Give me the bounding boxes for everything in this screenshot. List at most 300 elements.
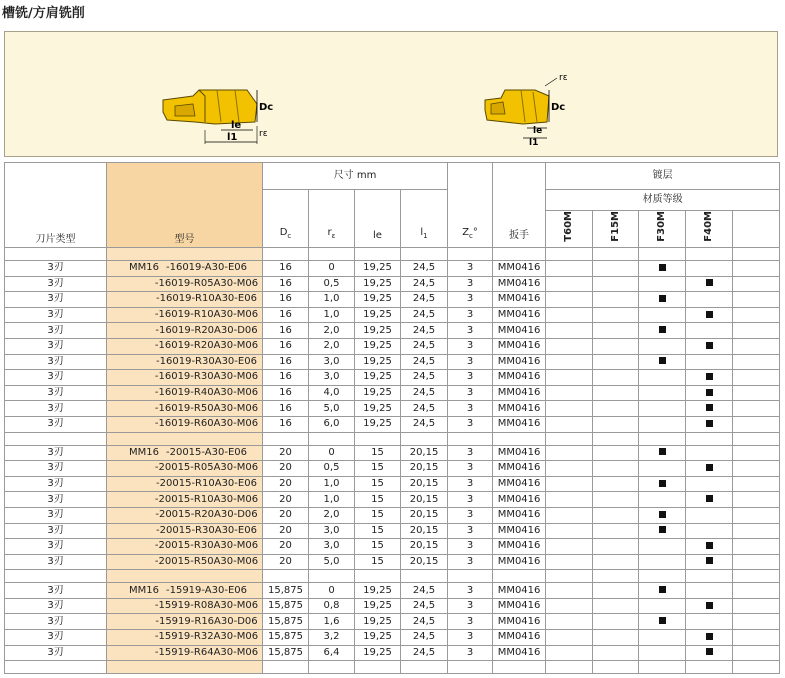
zc-cell: 3 [448, 554, 493, 570]
model-prefix: MM16 [128, 262, 159, 274]
grade-cell [593, 461, 639, 477]
insert-type-cell: 3刃 [5, 492, 107, 508]
le-cell: 19,25 [355, 338, 401, 354]
grade-cell [686, 507, 733, 523]
table-row [5, 401, 780, 417]
table-row [5, 492, 780, 508]
wrench-cell: MM0416 [493, 583, 546, 599]
dc-cell: 16 [263, 401, 309, 417]
l1-cell: 24,5 [401, 416, 448, 432]
zc-cell: 3 [448, 292, 493, 308]
model-cell [107, 354, 263, 370]
wrench-cell: MM0416 [493, 598, 546, 614]
model-cell [107, 476, 263, 492]
insert-type-cell: 3刃 [5, 276, 107, 292]
grade-cell [639, 583, 686, 599]
zc-cell: 3 [448, 630, 493, 646]
table-row [5, 554, 780, 570]
grade-cell [639, 307, 686, 323]
le-cell: 19,25 [355, 583, 401, 599]
re-cell: 5,0 [309, 401, 355, 417]
l1-cell: 24,5 [401, 307, 448, 323]
l1-cell: 24,5 [401, 630, 448, 646]
insert-type-cell: 3刃 [5, 401, 107, 417]
table-row [5, 307, 780, 323]
grade-cell [546, 354, 593, 370]
grade-cell [686, 554, 733, 570]
grade-cell [639, 370, 686, 386]
available-marker-icon [706, 542, 713, 549]
re-cell: 3,0 [309, 523, 355, 539]
grade-cell [639, 554, 686, 570]
le-cell: 15 [355, 554, 401, 570]
table-row [5, 323, 780, 339]
grade-cell [546, 554, 593, 570]
grade-cell [546, 598, 593, 614]
insert-type-cell: 3刃 [5, 598, 107, 614]
model-cell [107, 445, 263, 461]
insert-type-cell: 3刃 [5, 554, 107, 570]
grade-cell [639, 292, 686, 308]
grade-cell [733, 401, 780, 417]
model-cell [107, 492, 263, 508]
grade-cell [639, 461, 686, 477]
wrench-cell: MM0416 [493, 338, 546, 354]
zc-cell: 3 [448, 476, 493, 492]
available-marker-icon [706, 311, 713, 318]
grade-cell [593, 583, 639, 599]
grade-cell [733, 598, 780, 614]
grade-cell [593, 261, 639, 277]
available-marker-icon [706, 373, 713, 380]
table-row [5, 261, 780, 277]
grade-cell [639, 492, 686, 508]
grade-cell [733, 338, 780, 354]
re-cell: 1,6 [309, 614, 355, 630]
header-zc: $Z_c^\circ$ [448, 163, 493, 248]
header-grade-t60m: T60M [546, 211, 593, 248]
le-cell: 15 [355, 539, 401, 555]
grade-cell [639, 645, 686, 661]
re-cell: 0,8 [309, 598, 355, 614]
grade-cell [639, 276, 686, 292]
zc-cell: 3 [448, 507, 493, 523]
grade-cell [733, 523, 780, 539]
grade-cell [733, 614, 780, 630]
table-row [5, 385, 780, 401]
available-marker-icon [659, 295, 666, 302]
l1-cell: 20,15 [401, 507, 448, 523]
l1-cell: 24,5 [401, 338, 448, 354]
table-row [5, 507, 780, 523]
l1-cell: 24,5 [401, 354, 448, 370]
dc-cell: 20 [263, 461, 309, 477]
dc-cell: 20 [263, 523, 309, 539]
model-code: -20015-R10A30-E06 [156, 478, 257, 490]
model-cell [107, 307, 263, 323]
grade-cell [546, 583, 593, 599]
zc-cell: 3 [448, 354, 493, 370]
table-row [5, 645, 780, 661]
header-grade-f30m: F30M [639, 211, 686, 248]
model-cell [107, 630, 263, 646]
grade-cell [733, 416, 780, 432]
l1-cell: 20,15 [401, 554, 448, 570]
grade-cell [733, 261, 780, 277]
grade-cell [546, 307, 593, 323]
grade-cell [733, 492, 780, 508]
l1-cell: 20,15 [401, 445, 448, 461]
dc-cell: 15,875 [263, 583, 309, 599]
grade-cell [639, 445, 686, 461]
le-cell: 15 [355, 523, 401, 539]
le-cell: 15 [355, 476, 401, 492]
table-row [5, 338, 780, 354]
spacer-row [5, 661, 780, 674]
spacer-row [5, 570, 780, 583]
model-prefix: MM16 [128, 446, 159, 458]
zc-cell: 3 [448, 492, 493, 508]
model-cell [107, 276, 263, 292]
model-code: -16019-R10A30-M06 [154, 309, 259, 321]
header-grade-f40m: F40M [686, 211, 733, 248]
model-cell [107, 645, 263, 661]
grade-cell [686, 598, 733, 614]
re-cell: 0 [309, 261, 355, 277]
zc-cell: 3 [448, 370, 493, 386]
le-cell: 19,25 [355, 276, 401, 292]
available-marker-icon [659, 586, 666, 593]
re-cell: 1,0 [309, 476, 355, 492]
re-cell: 2,0 [309, 507, 355, 523]
grade-cell [546, 323, 593, 339]
grade-cell [546, 445, 593, 461]
dc-cell: 16 [263, 261, 309, 277]
grade-cell [593, 416, 639, 432]
le-cell: 19,25 [355, 370, 401, 386]
zc-cell: 3 [448, 539, 493, 555]
grade-cell [733, 385, 780, 401]
l1-cell: 24,5 [401, 385, 448, 401]
insert-drawing-radius [475, 72, 585, 147]
wrench-cell: MM0416 [493, 354, 546, 370]
insert-spec-table [4, 162, 780, 674]
wrench-cell: MM0416 [493, 385, 546, 401]
grade-cell [593, 539, 639, 555]
available-marker-icon [706, 404, 713, 411]
re-cell: 1,0 [309, 307, 355, 323]
dc-cell: 20 [263, 445, 309, 461]
grade-cell [593, 523, 639, 539]
grade-cell [686, 370, 733, 386]
model-code: -15919-R08A30-M06 [154, 600, 259, 612]
re-cell: 1,0 [309, 492, 355, 508]
grade-cell [593, 614, 639, 630]
le-cell: 19,25 [355, 261, 401, 277]
insert-type-cell: 3刃 [5, 539, 107, 555]
table-row [5, 276, 780, 292]
insert-type-cell: 3刃 [5, 354, 107, 370]
le-cell: 15 [355, 492, 401, 508]
grade-cell [686, 276, 733, 292]
zc-cell: 3 [448, 614, 493, 630]
grade-cell [686, 476, 733, 492]
table-row [5, 416, 780, 432]
dc-cell: 15,875 [263, 645, 309, 661]
dc-cell: 16 [263, 338, 309, 354]
l1-cell: 24,5 [401, 261, 448, 277]
grade-cell [593, 401, 639, 417]
insert-type-cell: 3刃 [5, 523, 107, 539]
grade-cell [639, 476, 686, 492]
model-cell [107, 614, 263, 630]
insert-type-cell: 3刃 [5, 292, 107, 308]
l1-label: l1 [227, 132, 238, 143]
zc-cell: 3 [448, 523, 493, 539]
model-cell [107, 539, 263, 555]
wrench-cell: MM0416 [493, 292, 546, 308]
grade-cell [686, 583, 733, 599]
grade-cell [593, 385, 639, 401]
available-marker-icon [706, 633, 713, 640]
grade-cell [546, 630, 593, 646]
model-cell [107, 554, 263, 570]
grade-cell [593, 507, 639, 523]
le-label: le [533, 126, 543, 136]
available-marker-icon [659, 617, 666, 624]
available-marker-icon [706, 557, 713, 564]
grade-cell [686, 630, 733, 646]
wrench-cell: MM0416 [493, 261, 546, 277]
zc-cell: 3 [448, 261, 493, 277]
model-code: -20015-R20A30-D06 [155, 509, 258, 521]
l1-cell: 24,5 [401, 645, 448, 661]
grade-cell [733, 583, 780, 599]
l1-cell: 24,5 [401, 583, 448, 599]
model-code: -20015-R50A30-M06 [154, 555, 259, 567]
grade-cell [639, 323, 686, 339]
wrench-cell: MM0416 [493, 276, 546, 292]
dc-cell: 16 [263, 416, 309, 432]
wrench-cell: MM0416 [493, 476, 546, 492]
le-cell: 19,25 [355, 385, 401, 401]
wrench-cell: MM0416 [493, 416, 546, 432]
zc-cell: 3 [448, 416, 493, 432]
re-cell: 6,4 [309, 645, 355, 661]
model-code: -20015-R30A30-E06 [156, 524, 257, 536]
wrench-cell: MM0416 [493, 492, 546, 508]
available-marker-icon [706, 420, 713, 427]
header-grade-empty [733, 211, 780, 248]
grade-cell [639, 261, 686, 277]
le-cell: 19,25 [355, 416, 401, 432]
dc-cell: 20 [263, 476, 309, 492]
model-cell [107, 507, 263, 523]
re-cell: 0 [309, 583, 355, 599]
grade-cell [639, 338, 686, 354]
model-code: -16019-R20A30-M06 [154, 340, 259, 352]
grade-cell [593, 476, 639, 492]
model-cell [107, 416, 263, 432]
header-l1: $l_1$ [401, 190, 448, 248]
model-cell [107, 338, 263, 354]
grade-cell [686, 614, 733, 630]
grade-cell [639, 539, 686, 555]
re-cell: 0 [309, 445, 355, 461]
available-marker-icon [706, 279, 713, 286]
re-cell: 6,0 [309, 416, 355, 432]
model-cell [107, 598, 263, 614]
grade-cell [546, 292, 593, 308]
grade-cell [733, 307, 780, 323]
table-row [5, 292, 780, 308]
grade-cell [639, 385, 686, 401]
header-le: le [355, 190, 401, 248]
grade-cell [593, 338, 639, 354]
grade-cell [733, 276, 780, 292]
grade-cell [546, 539, 593, 555]
zc-cell: 3 [448, 276, 493, 292]
wrench-cell: MM0416 [493, 401, 546, 417]
model-prefix: MM16 [128, 584, 159, 596]
wrench-cell: MM0416 [493, 461, 546, 477]
dc-cell: 16 [263, 276, 309, 292]
le-cell: 15 [355, 507, 401, 523]
header-dc: $D_c$ [263, 190, 309, 248]
zc-cell: 3 [448, 645, 493, 661]
grade-cell [546, 276, 593, 292]
grade-cell [593, 323, 639, 339]
wrench-cell: MM0416 [493, 539, 546, 555]
l1-cell: 20,15 [401, 492, 448, 508]
l1-cell: 24,5 [401, 370, 448, 386]
spacer-row [5, 432, 780, 445]
insert-type-cell: 3刃 [5, 416, 107, 432]
grade-cell [593, 598, 639, 614]
insert-drawing-square [155, 82, 280, 147]
dc-cell: 20 [263, 554, 309, 570]
grade-cell [733, 292, 780, 308]
re-label: rε [259, 129, 268, 139]
re-cell: 4,0 [309, 385, 355, 401]
grade-cell [546, 385, 593, 401]
zc-cell: 3 [448, 583, 493, 599]
grade-cell [546, 338, 593, 354]
grade-cell [686, 401, 733, 417]
dc-cell: 16 [263, 354, 309, 370]
grade-cell [639, 523, 686, 539]
grade-cell [733, 539, 780, 555]
available-marker-icon [659, 326, 666, 333]
model-code: -16019-R30A30-E06 [156, 355, 257, 367]
l1-cell: 20,15 [401, 461, 448, 477]
model-code: -15919-R32A30-M06 [154, 631, 259, 643]
insert-type-cell: 3刃 [5, 507, 107, 523]
grade-cell [686, 307, 733, 323]
zc-cell: 3 [448, 598, 493, 614]
model-code: -20015-R10A30-M06 [154, 493, 259, 505]
grade-cell [593, 492, 639, 508]
grade-cell [639, 630, 686, 646]
header-insert-type: 刀片类型 [5, 163, 107, 248]
dc-cell: 16 [263, 385, 309, 401]
dc-cell: 15,875 [263, 614, 309, 630]
grade-cell [686, 492, 733, 508]
model-cell [107, 292, 263, 308]
l1-cell: 24,5 [401, 292, 448, 308]
model-code: -16019-R60A30-M06 [154, 418, 259, 430]
re-cell: 1,0 [309, 292, 355, 308]
grade-cell [686, 261, 733, 277]
grade-cell [686, 292, 733, 308]
available-marker-icon [659, 357, 666, 364]
wrench-cell: MM0416 [493, 630, 546, 646]
grade-cell [686, 338, 733, 354]
model-cell [107, 523, 263, 539]
dc-cell: 15,875 [263, 598, 309, 614]
available-marker-icon [659, 511, 666, 518]
grade-cell [593, 445, 639, 461]
grade-cell [686, 539, 733, 555]
header-grade-f15m: F15M [593, 211, 639, 248]
grade-cell [733, 323, 780, 339]
grade-cell [686, 385, 733, 401]
le-cell: 19,25 [355, 614, 401, 630]
grade-cell [639, 401, 686, 417]
grade-cell [593, 292, 639, 308]
available-marker-icon [706, 464, 713, 471]
grade-cell [546, 492, 593, 508]
grade-cell [686, 445, 733, 461]
table-row [5, 354, 780, 370]
grade-cell [733, 630, 780, 646]
le-cell: 15 [355, 461, 401, 477]
table-row [5, 583, 780, 599]
grade-cell [733, 445, 780, 461]
model-code: -16019-R30A30-M06 [154, 371, 259, 383]
grade-cell [546, 461, 593, 477]
zc-cell: 3 [448, 307, 493, 323]
insert-type-cell: 3刃 [5, 445, 107, 461]
model-code: -16019-R50A30-M06 [154, 402, 259, 414]
table-row [5, 598, 780, 614]
insert-type-cell: 3刃 [5, 461, 107, 477]
insert-type-cell: 3刃 [5, 261, 107, 277]
wrench-cell: MM0416 [493, 554, 546, 570]
available-marker-icon [659, 264, 666, 271]
grade-cell [639, 416, 686, 432]
wrench-cell: MM0416 [493, 307, 546, 323]
model-cell [107, 401, 263, 417]
table-row [5, 630, 780, 646]
grade-cell [639, 598, 686, 614]
model-cell [107, 461, 263, 477]
grade-cell [686, 645, 733, 661]
dc-cell: 16 [263, 292, 309, 308]
l1-cell: 20,15 [401, 476, 448, 492]
available-marker-icon [706, 342, 713, 349]
grade-cell [593, 630, 639, 646]
l1-cell: 24,5 [401, 614, 448, 630]
l1-cell: 24,5 [401, 598, 448, 614]
grade-cell [546, 261, 593, 277]
dc-label: Dc [551, 102, 566, 113]
grade-cell [546, 401, 593, 417]
model-code: -20015-A30-E06 [165, 446, 248, 458]
model-code: -16019-R20A30-D06 [155, 324, 258, 336]
grade-cell [686, 416, 733, 432]
available-marker-icon [706, 648, 713, 655]
